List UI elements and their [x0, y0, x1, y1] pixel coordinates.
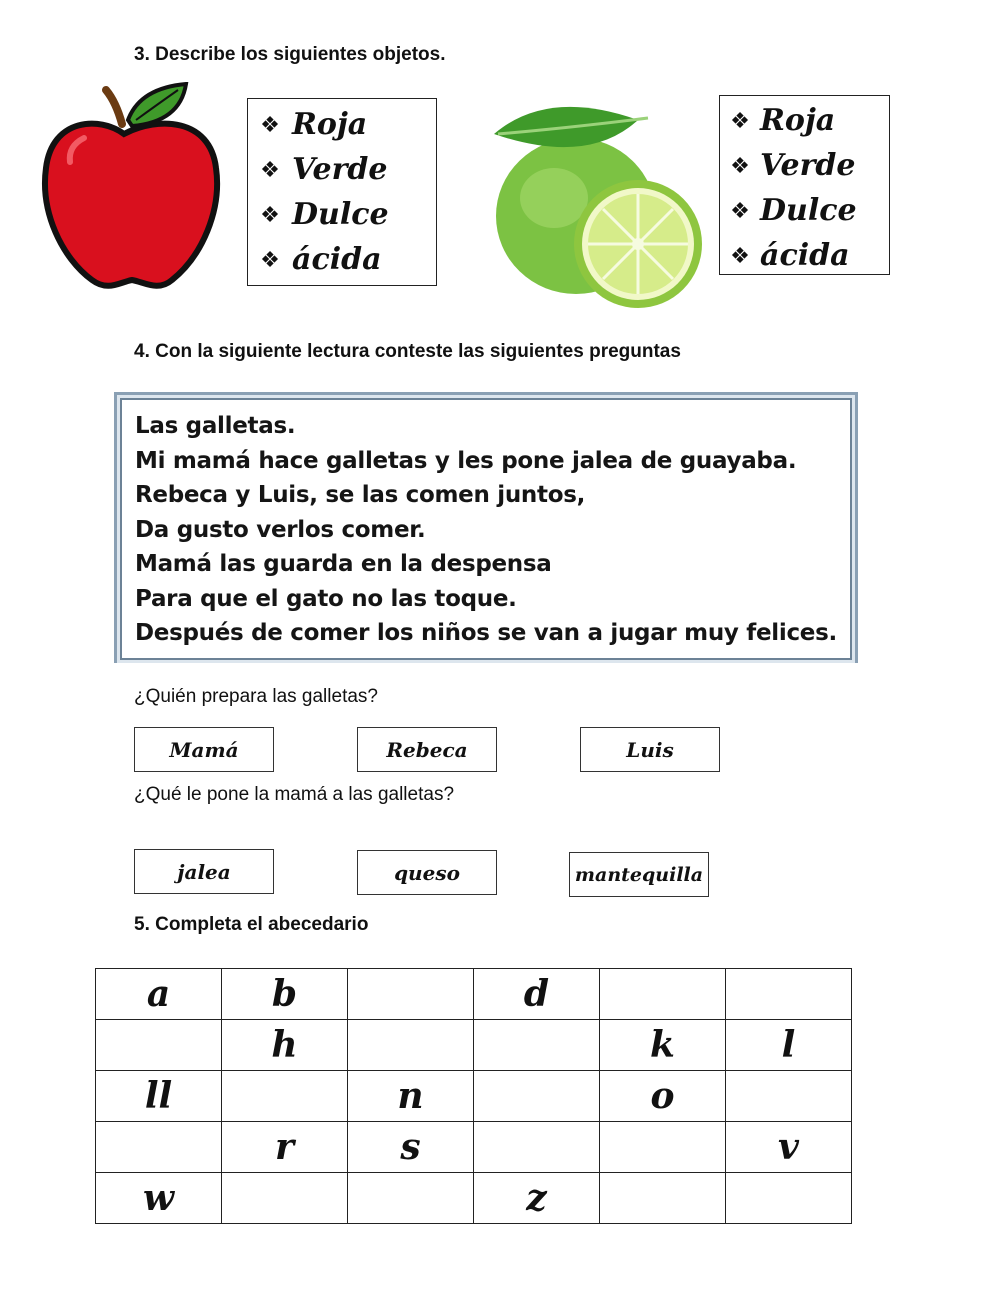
reading-line: Mi mamá hace galletas y les pone jalea de guayaba. [135, 447, 797, 474]
reading-line: Rebeca y Luis, se las comen juntos, [135, 482, 586, 508]
alphabet-cell-blank[interactable] [474, 1020, 600, 1071]
table-row [96, 969, 852, 1020]
alphabet-cell: l [726, 1020, 852, 1071]
apple-options-box [247, 98, 437, 286]
alphabet-cell-blank[interactable] [726, 1071, 852, 1122]
reading-passage [114, 392, 858, 663]
section-3-heading: 3. Describe los siguientes objetos. [134, 44, 446, 65]
alphabet-cell-blank[interactable] [348, 969, 474, 1020]
apple-option-acida[interactable]: ❖ ácida [248, 237, 436, 282]
lime-image [488, 94, 708, 310]
alphabet-cell-blank[interactable] [726, 969, 852, 1020]
section-5-heading: 5. Completa el abecedario [134, 914, 369, 935]
alphabet-cell: o [600, 1071, 726, 1122]
reading-line: Después de comer los niños se van a jugar muy felices. [135, 620, 837, 646]
lime-option-roja[interactable]: ❖ Roja [720, 98, 889, 143]
table-row [96, 1122, 852, 1173]
alphabet-cell-blank[interactable] [600, 969, 726, 1020]
answer-jalea-button[interactable]: jalea [134, 849, 274, 894]
answer-queso-button[interactable]: queso [357, 850, 497, 895]
lime-option-acida[interactable]: ❖ ácida [720, 233, 889, 278]
diamond-bullet-icon: ❖ [260, 156, 280, 182]
reading-line: Para que el gato no las toque. [135, 585, 517, 612]
diamond-bullet-icon: ❖ [260, 111, 280, 137]
answer-mama-button[interactable]: Mamá [134, 727, 274, 772]
section-4-heading: 4. Con la siguiente lectura conteste las siguientes preguntas [134, 341, 681, 362]
answer-mantequilla-button[interactable]: mantequilla [569, 852, 709, 897]
alphabet-cell: b [222, 969, 348, 1020]
alphabet-cell-blank[interactable] [96, 1122, 222, 1173]
alphabet-cell-blank[interactable] [474, 1071, 600, 1122]
table-row [96, 1071, 852, 1122]
question-2: ¿Qué le pone la mamá a las galletas? [134, 784, 455, 805]
diamond-bullet-icon: ❖ [260, 201, 280, 227]
lime-options-box [719, 95, 890, 275]
diamond-bullet-icon: ❖ [730, 107, 750, 133]
alphabet-cell-blank[interactable] [474, 1122, 600, 1173]
alphabet-cell-blank[interactable] [222, 1071, 348, 1122]
alphabet-cell-blank[interactable] [726, 1173, 852, 1224]
alphabet-cell: n [348, 1071, 474, 1122]
lime-option-dulce[interactable]: ❖ Dulce [720, 188, 889, 233]
apple-option-roja[interactable]: ❖ Roja [248, 102, 436, 147]
alphabet-cell-blank[interactable] [600, 1122, 726, 1173]
diamond-bullet-icon: ❖ [730, 152, 750, 178]
diamond-bullet-icon: ❖ [260, 246, 280, 272]
alphabet-cell: d [474, 969, 600, 1020]
apple-option-verde[interactable]: ❖ Verde [248, 147, 436, 192]
alphabet-cell-blank[interactable] [600, 1173, 726, 1224]
alphabet-cell: z [474, 1173, 600, 1224]
alphabet-cell: k [600, 1020, 726, 1071]
reading-title: Las galletas. [135, 413, 296, 439]
alphabet-cell-blank[interactable] [348, 1173, 474, 1224]
alphabet-cell: r [222, 1122, 348, 1173]
alphabet-table [95, 968, 852, 1224]
alphabet-cell: v [726, 1122, 852, 1173]
alphabet-cell-blank[interactable] [96, 1020, 222, 1071]
alphabet-cell: ll [96, 1071, 222, 1122]
apple-image [40, 82, 224, 294]
reading-line: Mamá las guarda en la despensa [135, 551, 552, 577]
diamond-bullet-icon: ❖ [730, 242, 750, 268]
table-row [96, 1020, 852, 1071]
alphabet-cell: s [348, 1122, 474, 1173]
diamond-bullet-icon: ❖ [730, 197, 750, 223]
lime-option-verde[interactable]: ❖ Verde [720, 143, 889, 188]
alphabet-cell: h [222, 1020, 348, 1071]
alphabet-cell: a [96, 969, 222, 1020]
apple-option-dulce[interactable]: ❖ Dulce [248, 192, 436, 237]
question-1: ¿Quién prepara las galletas? [134, 686, 378, 707]
reading-line: Da gusto verlos comer. [135, 516, 426, 543]
alphabet-cell-blank[interactable] [348, 1020, 474, 1071]
answer-rebeca-button[interactable]: Rebeca [357, 727, 497, 772]
answer-luis-button[interactable]: Luis [580, 727, 720, 772]
alphabet-cell-blank[interactable] [222, 1173, 348, 1224]
table-row [96, 1173, 852, 1224]
alphabet-cell: w [96, 1173, 222, 1224]
